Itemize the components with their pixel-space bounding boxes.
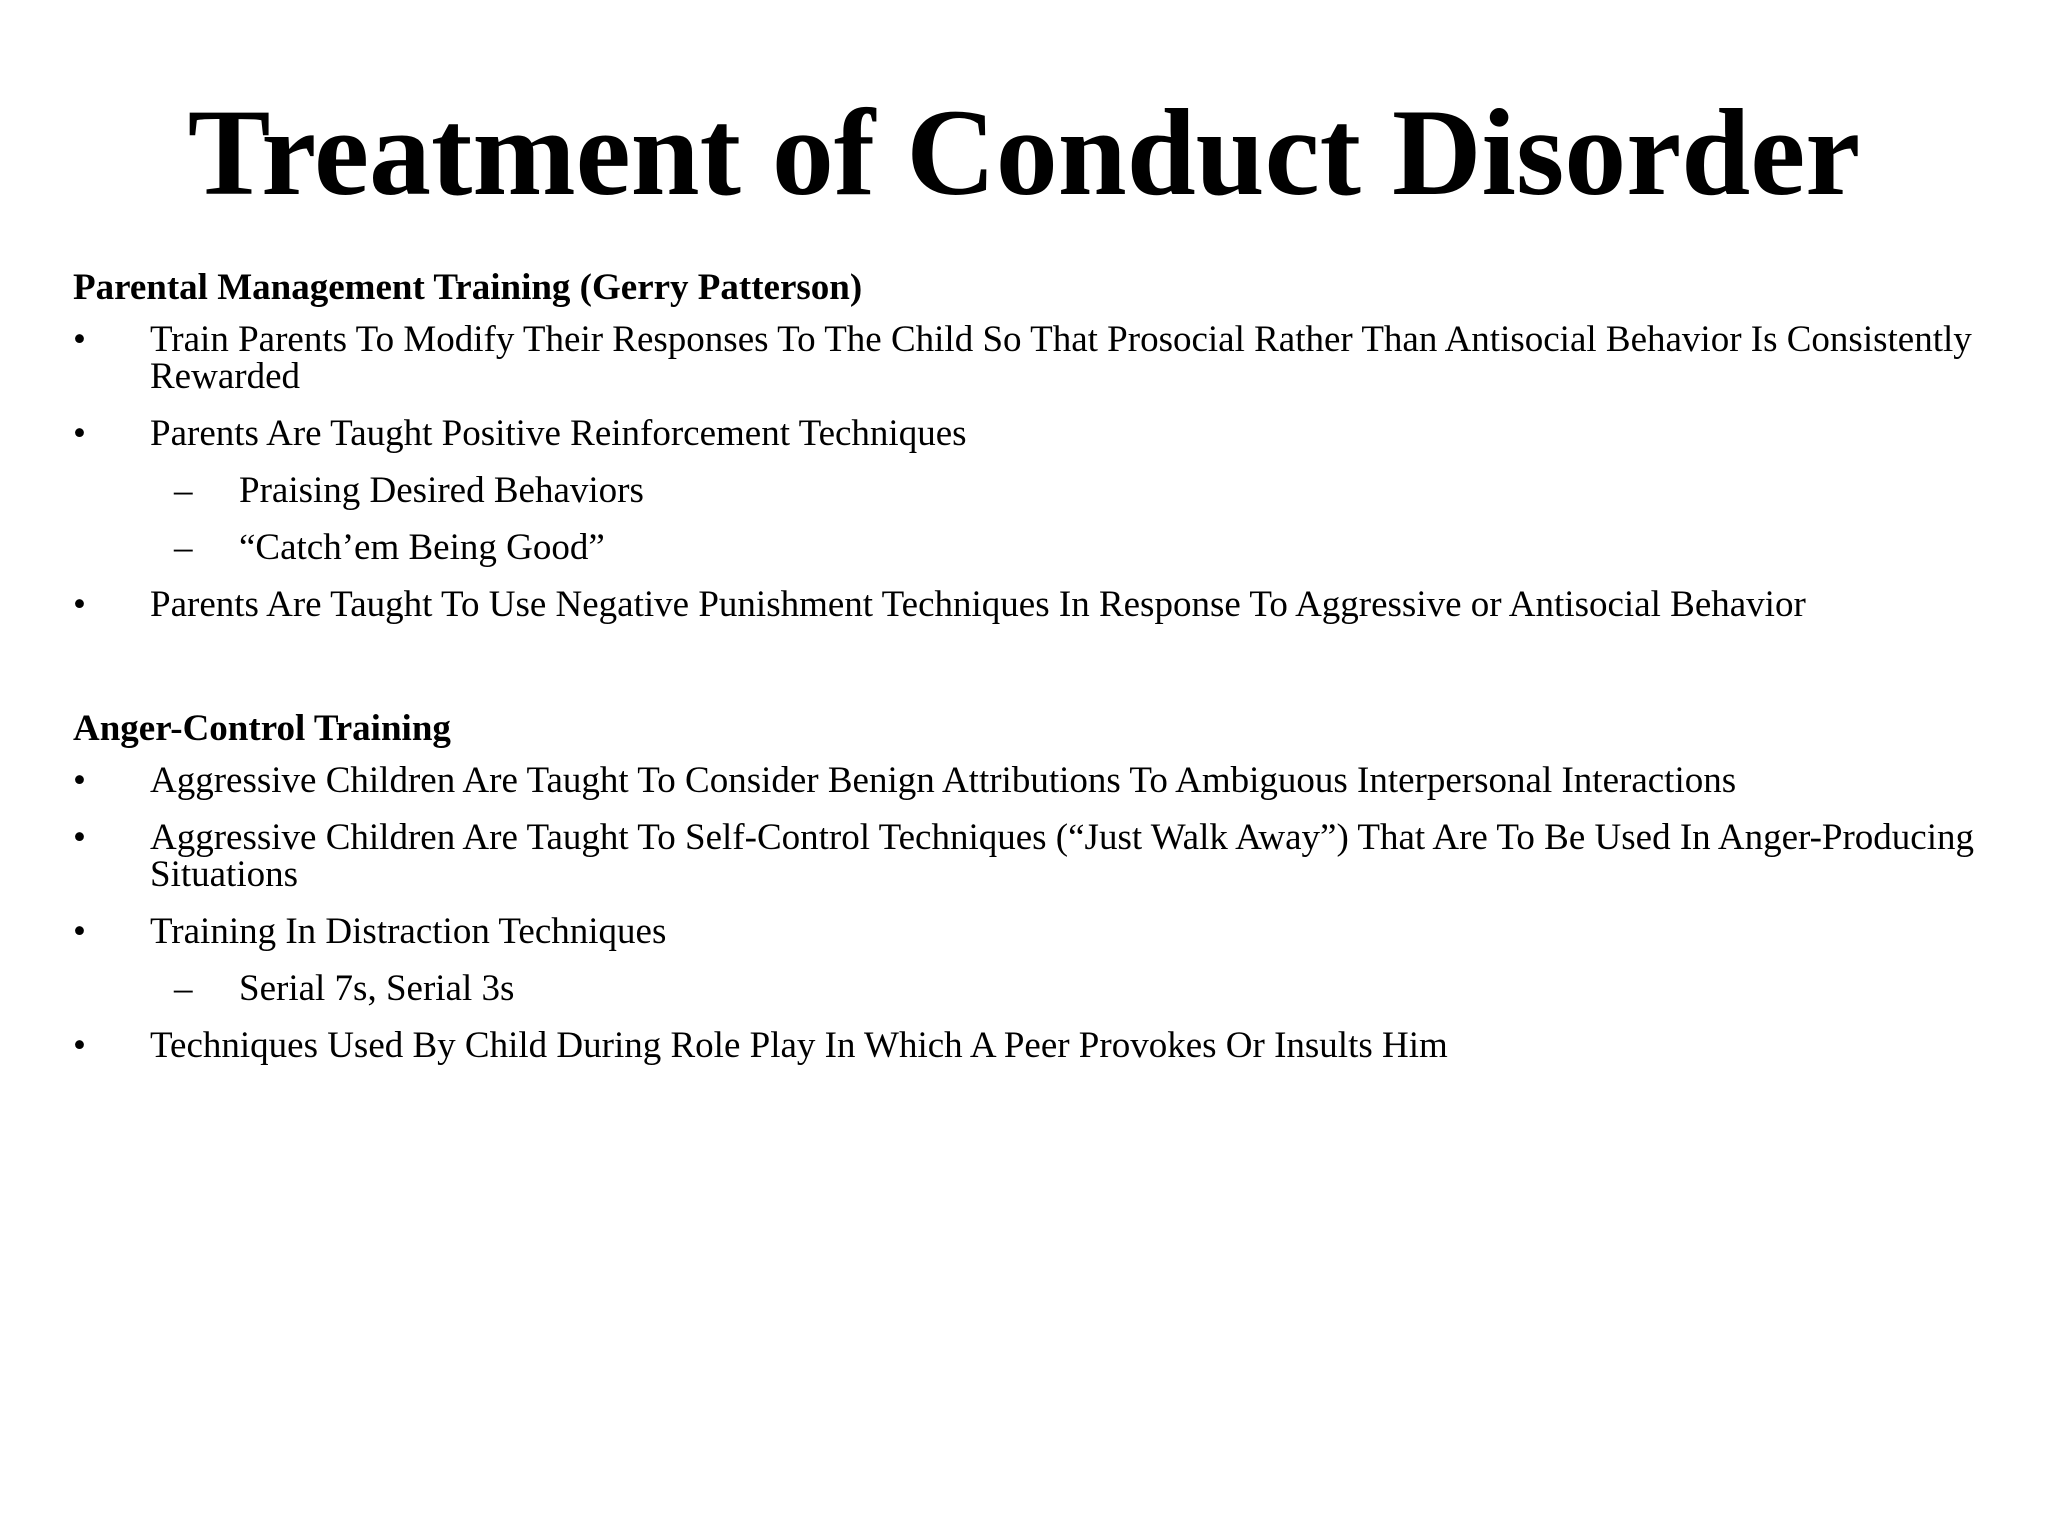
bullet-list <box>73 321 1993 623</box>
list-item-text: Train Parents To Modify Their Responses To The Child So That Prosocial Rather Than Antisocial Behavior Is Consistently Rewarded <box>150 319 1972 397</box>
sub-list-item-text: Praising Desired Behaviors <box>239 470 644 511</box>
section-heading: Parental Management Training (Gerry Patterson) <box>73 267 863 308</box>
dash-marker: – <box>174 527 193 568</box>
list-item <box>73 586 1993 623</box>
bullet-marker: • <box>73 584 86 625</box>
list-item-text: Aggressive Children Are Taught To Consider Benign Attributions To Ambiguous Interpersonal Interactions <box>150 760 1737 801</box>
list-item <box>73 321 1993 395</box>
list-item-text: Training In Distraction Techniques <box>150 911 667 952</box>
list-item <box>73 1027 1993 1064</box>
bullet-marker: • <box>73 1025 86 1066</box>
list-item <box>73 819 1993 893</box>
list-item <box>73 415 1993 452</box>
sub-list-item <box>73 529 1993 566</box>
sub-list-item-text: Serial 7s, Serial 3s <box>239 968 515 1009</box>
list-item-text: Aggressive Children Are Taught To Self-Control Techniques (“Just Walk Away”) That Are To Be Used In Anger-Producing Situations <box>150 817 1975 895</box>
list-item <box>73 762 1993 799</box>
bullet-marker: • <box>73 760 86 801</box>
bullet-marker: • <box>73 817 86 858</box>
sub-list-item <box>73 472 1993 509</box>
dash-marker: – <box>174 968 193 1009</box>
list-item-text: Techniques Used By Child During Role Play In Which A Peer Provokes Or Insults Him <box>150 1025 1448 1066</box>
slide-title: Treatment of Conduct Disorder <box>187 84 1861 221</box>
section-heading: Anger-Control Training <box>73 708 451 749</box>
list-item-text: Parents Are Taught To Use Negative Punishment Techniques In Response To Aggressive or Antisocial Behavior <box>150 584 1806 625</box>
list-item-text: Parents Are Taught Positive Reinforcement Techniques <box>150 413 967 454</box>
bullet-marker: • <box>73 319 86 360</box>
section-parental-management-training <box>73 267 1993 643</box>
bullet-marker: • <box>73 911 86 952</box>
bullet-marker: • <box>73 413 86 454</box>
sub-list-item <box>73 970 1993 1007</box>
section-anger-control-training <box>73 708 1993 1084</box>
list-item <box>73 913 1993 950</box>
sub-list-item-text: “Catch’em Being Good” <box>239 527 605 568</box>
bullet-list <box>73 762 1993 1064</box>
dash-marker: – <box>174 470 193 511</box>
